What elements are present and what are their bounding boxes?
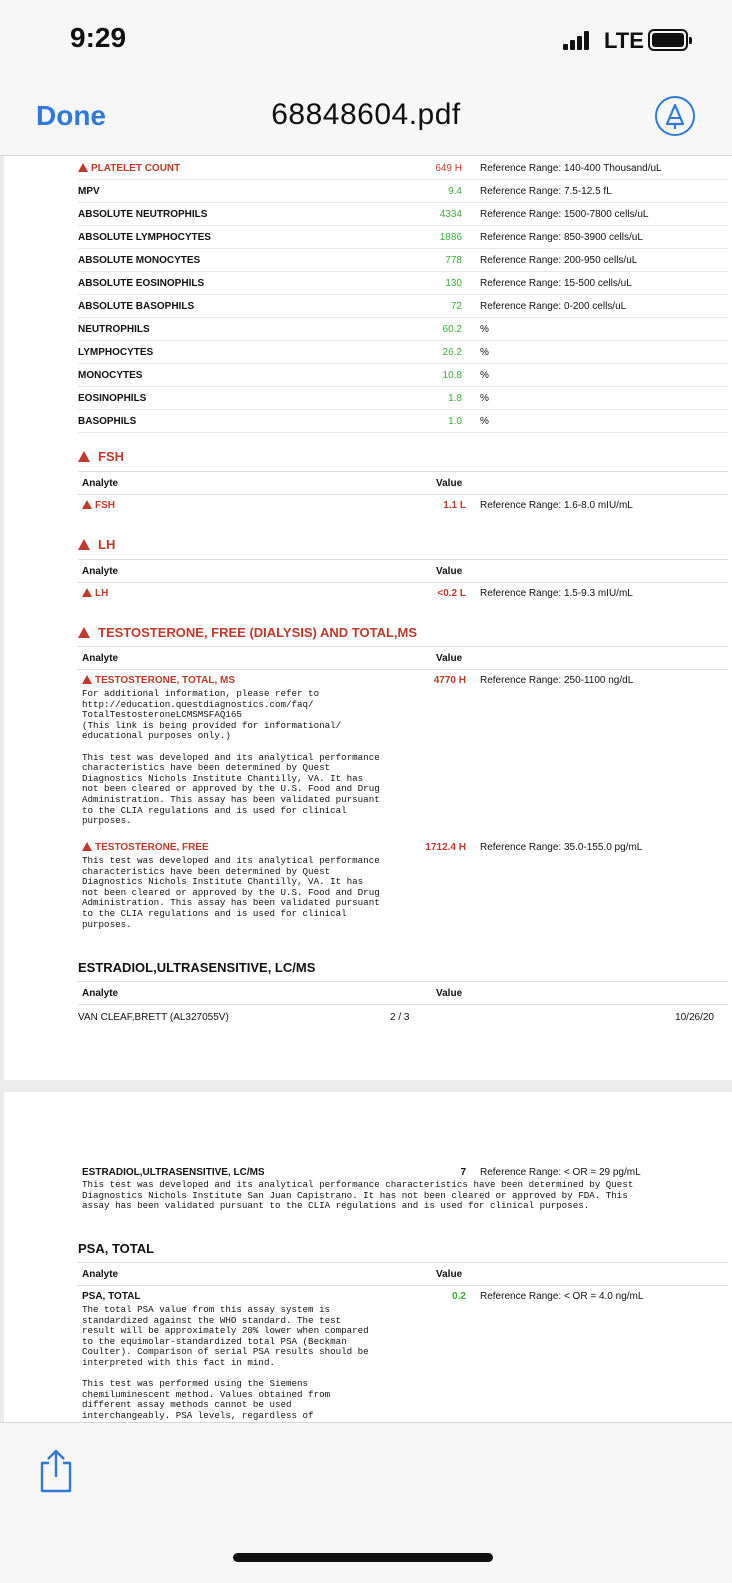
markup-button[interactable] [655, 96, 695, 136]
section-title-lh: LH [78, 537, 115, 552]
result-testosterone-total: TESTOSTERONE, TOTAL, MS 4770 H Reference Range: 250-1100 ng/dL For additional information, please refer to http://education.questdiagnostics.com/faq/ TotalTestosteroneLCMSMSFAQ165 (This link is being provided for informational/ educational purposes only.) This test was developed and its analytical performance characteristics have been determined by Quest Diagnostics Nichols Institute Chantilly, VA. It has not been cleared or approved by the U.S. Food and Drug Administration. This assay has been validated pursuant to the CLIA regulations and is used for clinical purposes. [82, 675, 634, 827]
warning-icon [78, 163, 88, 172]
page-number: 2 / 3 [390, 1012, 410, 1023]
status-time: 9:29 [70, 22, 127, 53]
pdf-page-3[interactable] [4, 1092, 732, 1422]
analyte-name: EOSINOPHILS [78, 393, 147, 404]
table-row [78, 249, 728, 272]
reference-range: Reference Range: 850-3900 cells/uL [480, 232, 643, 243]
analyte-value: 4334 [439, 209, 462, 220]
section-title-psa: PSA, TOTAL [78, 1241, 155, 1256]
nav-bar [0, 80, 732, 156]
analyte-name: ABSOLUTE BASOPHILS [78, 301, 195, 312]
reference-range: Reference Range: 1500-7800 cells/uL [480, 209, 649, 220]
table-row [78, 295, 728, 318]
result-psa: PSA, TOTAL 0.2 Reference Range: < OR = 4.0 ng/mL The total PSA value from this assay system is standardized against the WHO standard. The test result will be approximately 20% lower when compared to the equimolar-standardized total PSA (Beckman Coulter). Comparison of serial PSA results should be interpreted with this fact in mind. This test was performed using the Siemens chemiluminescent method. Values obtained from different assay methods cannot be used interchangeably. PSA levels, regardless of [82, 1291, 644, 1421]
analyte-value: 26.2 [442, 347, 462, 358]
analyte-name: MONOCYTES [78, 370, 143, 381]
document-title: 68848604.pdf [271, 98, 461, 131]
reference-range: % [480, 370, 489, 381]
section-title-fsh: FSH [78, 449, 124, 464]
battery-icon [648, 29, 688, 51]
table-header: Analyte Value [78, 1262, 728, 1286]
analyte-name: ABSOLUTE LYMPHOCYTES [78, 232, 211, 243]
table-row [78, 203, 728, 226]
reference-range: % [480, 416, 489, 427]
result-estradiol: ESTRADIOL,ULTRASENSITIVE, LC/MS 7 Reference Range: < OR = 29 pg/mL This test was developed and its analytical performance characteristics have been determined by Quest Diagnostics Nichols Institute San Juan Capistrano. It has not been cleared or approved by FDA. This assay has been validated pursuant to the CLIA regulations and is used for clinical purposes. [82, 1167, 641, 1212]
report-date: 10/26/20 [675, 1012, 714, 1023]
table-header: Analyte Value [78, 471, 728, 495]
analyte-value: 778 [445, 255, 462, 266]
analyte-value: 1886 [439, 232, 462, 243]
analyte-value: 9.4 [448, 186, 462, 197]
home-indicator[interactable] [233, 1553, 493, 1562]
reference-range: Reference Range: 0-200 cells/uL [480, 301, 627, 312]
reference-range: Reference Range: 7.5-12.5 fL [480, 186, 612, 197]
analyte-name: NEUTROPHILS [78, 324, 150, 335]
analyte-name: PLATELET COUNT [78, 163, 180, 174]
table-row [78, 226, 728, 249]
signal-strength-icon [563, 30, 593, 50]
result-note: This test was developed and its analytical performance characteristics have been determined by Quest Diagnostics Nichols Institute San Juan Capistrano. It has not been cleared or approved by FDA. This assay has been validated pursuant to the CLIA regulations and is used for clinical purposes. [82, 1179, 634, 1212]
analyte-name: LYMPHOCYTES [78, 347, 154, 358]
table-row [78, 157, 728, 180]
table-row [78, 364, 728, 387]
analyte-name: ABSOLUTE NEUTROPHILS [78, 209, 208, 220]
table-row [78, 272, 728, 295]
section-title-estradiol: ESTRADIOL,ULTRASENSITIVE, LC/MS [78, 960, 316, 975]
analyte-value: 649 H [435, 163, 462, 174]
analyte-name: ABSOLUTE MONOCYTES [78, 255, 201, 266]
result-note: For additional information, please refer to http://education.questdiagnostics.com/faq/ TotalTestosteroneLCMSMSFAQ165 (This link is being provided for informational/ educational purposes only.) This test was developed and its analytical performance characteristics have been determined by Quest Diagnostics Nichols Institute Chantilly, VA. It has not been cleared or approved by the U.S. Food and Drug Administration. This assay has been validated pursuant to the CLIA regulations and is used for clinical purposes. [82, 688, 380, 827]
table-header: Analyte Value [78, 981, 728, 1005]
reference-range: Reference Range: 200-950 cells/uL [480, 255, 638, 266]
network-type: LTE [604, 28, 644, 53]
analyte-value: 60.2 [442, 324, 462, 335]
markup-pen-icon [664, 104, 686, 130]
analyte-value: 130 [445, 278, 462, 289]
analyte-name: MPV [78, 186, 100, 197]
analyte-name: BASOPHILS [78, 416, 137, 427]
analyte-value: 1.8 [448, 393, 462, 404]
analyte-name: ABSOLUTE EOSINOPHILS [78, 278, 205, 289]
result-note: The total PSA value from this assay system is standardized against the WHO standard. The test result will be approximately 20% lower when compared to the equimolar-standardized total PSA (Beckman Coulter). Comparison of serial PSA results should be interpreted with this fact in mind. This test was performed using the Siemens chemiluminescent method. Values obtained from different assay methods cannot be used interchangeably. PSA levels, regardless of [82, 1304, 369, 1421]
patient-name: VAN CLEAF,BRETT (AL327055V) [78, 1012, 229, 1023]
section-title-testosterone: TESTOSTERONE, FREE (DIALYSIS) AND TOTAL,MS [78, 625, 417, 640]
result-testosterone-free: TESTOSTERONE, FREE 1712.4 H Reference Range: 35.0-155.0 pg/mL This test was developed and its analytical performance characteristics have been determined by Quest Diagnostics Nichols Institute Chantilly, VA. It has not been cleared or approved by the U.S. Food and Drug Administration. This assay has been validated pursuant to the CLIA regulations and is used for clinical purposes. [82, 842, 643, 930]
table-header: Analyte Value [78, 559, 728, 583]
analyte-value: 1.0 [448, 416, 462, 427]
analyte-value: 72 [450, 301, 462, 312]
share-icon [36, 1447, 76, 1495]
reference-range: % [480, 393, 489, 404]
analyte-value: 10.8 [442, 370, 462, 381]
result-note: This test was developed and its analytical performance characteristics have been determined by Quest Diagnostics Nichols Institute Chantilly, VA. It has not been cleared or approved by the U.S. Food and Drug Administration. This assay has been validated pursuant to the CLIA regulations and is used for clinical purposes. [82, 855, 380, 930]
table-row [78, 387, 728, 410]
table-row [78, 180, 728, 203]
table-header: Analyte Value [78, 646, 728, 670]
table-row [78, 318, 728, 341]
reference-range: Reference Range: 15-500 cells/uL [480, 278, 632, 289]
reference-range: Reference Range: 140-400 Thousand/uL [480, 163, 662, 174]
table-row [78, 410, 728, 433]
bottom-toolbar [0, 1422, 732, 1583]
reference-range: % [480, 324, 489, 335]
share-button[interactable] [36, 1447, 76, 1495]
pdf-page-2[interactable]: PLATELET COUNT 649 H Reference Range: 140-400 Thousand/uL MPV 9.4 Reference Range: 7.5-12.5 fL ABSOLUTE NEUTROPHILS 4334 Reference Range: 1500-7800 cells/uL ABSOLUTE LYMPHOCYTES 1886 Reference Range: 850-3900 cells/uL ABSOLUTE MONOCYTES 778 Reference Range: 200-950 cells/uL ABSOLUTE EOSINOPHILS 130 Reference Range: 15-500 cells/uL ABSOLUTE BASOPHILS 72 Reference Range: 0-200 cells/uL NEUTROPHILS 60.2 % LYMPHOCYTES 26.2 % MONOCYTES 10.8 % EOSINOPHILS 1.8 % BASOPHILS 1.0 % FSH Analyte Value FSH 1.1 L Reference Range: 1.6-8.0 mIU/mL LH Analyte Value LH <0.2 L Reference Range: 1.5-9.3 mIU/mL TESTOSTERONE, FREE (DIALYSIS) AND TOTAL,MS Analyte Value TESTOSTERONE, TOTAL, MS 4770 H Reference Range: 250-1100 ng/dL For additional information, please refer to http://education.questdiagnostics.com/faq/ TotalTestosteroneLCMSMSFAQ165 (This link is being provided for informational/ educational purposes only.) This test was developed and its analytical performance characteristics have been determined by Quest Diagnostics Nichols Institute Chantilly, VA. It has not been cleared or approved by the U.S. Food and Drug Administration. This assay has been validated pursuant to the CLIA regulations and is used for clinical purposes. TESTOSTERONE, FREE 1712.4 H Reference Range: 35.0-155.0 pg/mL This test was developed and its analytical performance characteristics have been determined by Quest Diagnostics Nichols Institute Chantilly, VA. It has not been cleared or approved by the U.S. Food and Drug Administration. This assay has been validated pursuant to the CLIA regulations and is used for clinical purposes. ESTRADIOL,ULTRASENSITIVE, LC/MS Analyte Value VAN CLEAF,BRETT (AL327055V) 2 / 3 10/26/20 [4, 156, 732, 1080]
table-row [78, 341, 728, 364]
done-button[interactable]: Done [36, 100, 106, 131]
status-bar [0, 0, 732, 80]
reference-range: % [480, 347, 489, 358]
